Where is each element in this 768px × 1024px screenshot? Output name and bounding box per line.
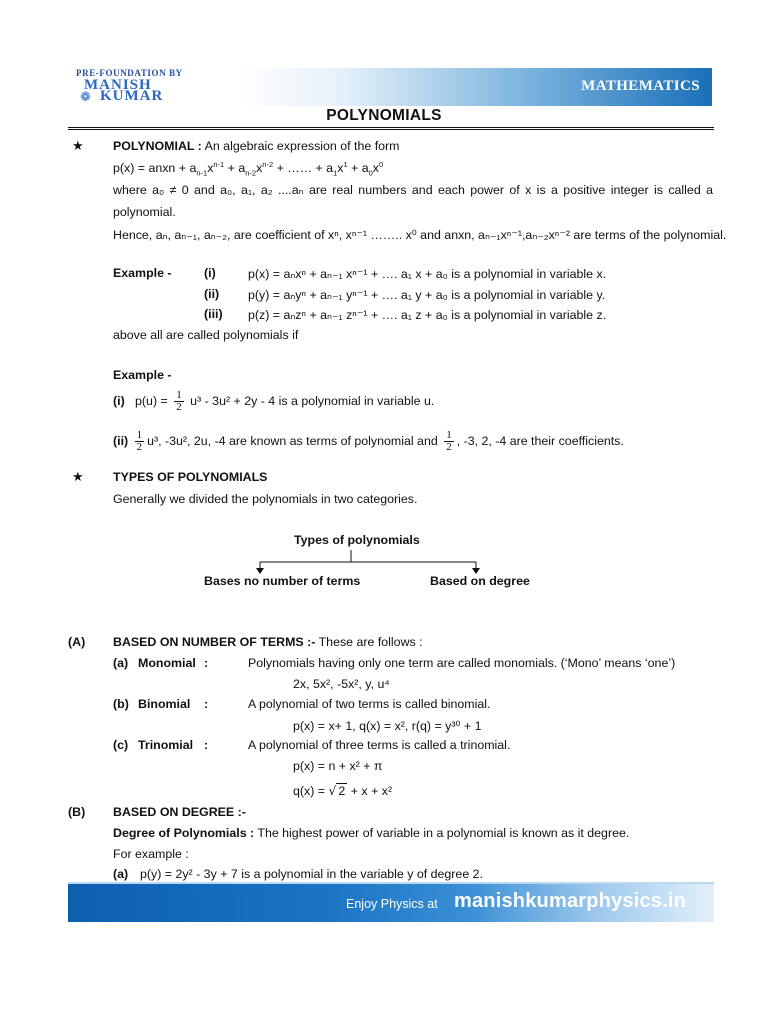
example2-item-2 — [113, 430, 624, 453]
formula-var: x — [372, 161, 379, 175]
star-bullet-icon: ★ — [72, 138, 84, 153]
section-a-heading-line — [113, 635, 423, 649]
example-item-text: p(y) = aₙyⁿ + aₙ₋₁ yⁿ⁻¹ + …. a₁ y + a₀ is a polynomial in variable y. — [248, 288, 606, 302]
tree-root-label: Types of polynomials — [294, 533, 420, 547]
brand-logo — [76, 68, 276, 106]
section-a-marker: (A) — [68, 635, 86, 649]
formula-part: + …… + a — [273, 161, 334, 175]
term-type-example: p(x) = x+ 1, q(x) = x², r(q) = y³⁰ + 1 — [293, 719, 482, 733]
sqrt-radicand: 2 — [338, 784, 346, 798]
fraction-numerator: 1 — [176, 389, 182, 401]
footer-website-link[interactable]: manishkumarphysics.in — [454, 890, 687, 912]
degree-label: Degree of Polynomials : — [113, 826, 255, 840]
term-type-number: (c) — [113, 738, 129, 752]
term-type-number: (b) — [113, 697, 129, 711]
brand-tagline: PRE-FOUNDATION BY — [76, 68, 183, 78]
brand-name-first: MANISH — [84, 77, 152, 93]
definition-where-end: polynomial. — [113, 205, 176, 219]
footer-banner — [68, 882, 714, 922]
fraction — [135, 430, 145, 453]
section-b-heading: BASED ON DEGREE :- — [113, 805, 246, 819]
term-type-colon: : — [204, 738, 209, 752]
definition-intro: An algebraic expression of the form — [204, 139, 400, 153]
degree-text: The highest power of variable in a polynomial is known as it degree. — [257, 826, 630, 840]
formula-var: x — [207, 161, 214, 175]
general-formula — [113, 159, 384, 178]
formula-part: + a — [224, 161, 246, 175]
example-item-number: (ii) — [204, 287, 220, 301]
definition-heading: POLYNOMIAL : — [113, 139, 202, 153]
formula-part: + a — [347, 161, 369, 175]
example-item-text: u³ - 3u² + 2y - 4 is a polynomial in variable u. — [190, 393, 435, 408]
example-item-number: (i) — [204, 266, 216, 280]
page-title: POLYNOMIALS — [326, 107, 442, 124]
formula-exp: n-1 — [213, 159, 225, 169]
definition-where: where a₀ ≠ 0 and a₀, a₁, a₂ ....aₙ are real numbers and each power of x is a positive integer is called a — [113, 183, 713, 197]
fraction-numerator: 1 — [446, 429, 452, 441]
tree-right-label: Based on degree — [430, 574, 530, 588]
types-intro: Generally we divided the polynomials in two categories. — [113, 492, 418, 506]
term-type-name: Binomial — [138, 697, 191, 711]
brand-name-last: KUMAR — [100, 88, 164, 104]
term-type-number: (a) — [113, 656, 129, 670]
formula-sub: n-2 — [245, 168, 257, 178]
term-type-description: Polynomials having only one term are called monomials. (‘Mono’ means ‘one’) — [248, 656, 676, 670]
for-example-label: For example : — [113, 847, 189, 861]
fraction-denominator: 2 — [176, 401, 182, 413]
star-bullet-icon: ★ — [72, 469, 84, 484]
term-type-name: Trinomial — [138, 738, 194, 752]
section-a-heading: BASED ON NUMBER OF TERMS :- — [113, 635, 316, 649]
example-item-text: p(x) = aₙxⁿ + aₙ₋₁ xⁿ⁻¹ + …. a₁ x + a₀ is a polynomial in variable x. — [248, 267, 607, 281]
example2-item-1 — [113, 390, 434, 413]
term-type-description: A polynomial of three terms is called a trinomial. — [248, 738, 511, 752]
formula-exp: n-2 — [262, 159, 274, 169]
formula-exp: 0 — [379, 159, 384, 169]
example-item-text: u³, -3u², 2u, -4 are known as terms of polynomial and — [147, 433, 438, 448]
formula-exp: 1 — [343, 159, 348, 169]
example-text: q(x) = — [293, 784, 326, 798]
example-label: Example - — [113, 266, 172, 280]
example-item-number: (i) — [113, 393, 125, 408]
term-type-colon: : — [204, 656, 209, 670]
fraction-denominator: 2 — [446, 441, 452, 453]
fraction-numerator: 1 — [136, 429, 143, 441]
degree-definition — [113, 826, 629, 840]
term-type-colon: : — [204, 697, 209, 711]
degree-example-number: (a) — [113, 867, 129, 881]
term-type-example: 2x, 5x², -5x², y, u⁴ — [293, 677, 390, 691]
example-item-text: , -3, 2, -4 are their coefficients. — [456, 433, 624, 448]
types-heading: TYPES OF POLYNOMIALS — [113, 470, 268, 484]
fraction — [444, 430, 454, 453]
term-type-name: Monomial — [138, 656, 196, 670]
fraction-denominator: 2 — [136, 441, 143, 453]
example-label: Example - — [113, 368, 172, 382]
sqrt-icon: √ — [328, 783, 337, 798]
footer-prefix: Enjoy Physics at — [346, 897, 438, 911]
example-closing: above all are called polynomials if — [113, 328, 299, 342]
fraction — [174, 390, 184, 413]
example-text: + x + x² — [350, 784, 393, 798]
logo-swirl-icon: ❁ — [80, 89, 91, 104]
tree-left-label: Bases no number of terms — [204, 574, 361, 588]
formula-sub: 0 — [368, 168, 373, 178]
definition-hence: Hence, aₙ, aₙ₋₁, aₙ₋₂, are coefficient of xⁿ, xⁿ⁻¹ …….. x⁰ and anxn, aₙ₋₁xⁿ⁻¹,aₙ₋₂xⁿ⁻² are terms of the polynomial. — [113, 228, 727, 242]
header-banner — [70, 68, 712, 106]
term-type-description: A polynomial of two terms is called binomial. — [248, 697, 491, 711]
degree-example-text: p(y) = 2y² - 3y + 7 is a polynomial in the variable y of degree 2. — [140, 867, 483, 881]
definition-line — [113, 139, 400, 153]
section-a-heading-tail: These are follows : — [318, 635, 423, 649]
term-type-example: p(x) = n + x² + π — [293, 759, 383, 773]
formula-var: x — [256, 161, 263, 175]
example-item-text: p(u) = — [135, 393, 168, 408]
title-divider — [68, 127, 714, 130]
formula-part: p(x) = anxn + a — [113, 161, 197, 175]
trinomial-extra-example — [293, 783, 392, 798]
example-item-number: (iii) — [204, 307, 223, 321]
subject-label: MATHEMATICS — [581, 78, 700, 94]
formula-sub: n-1 — [196, 168, 208, 178]
formula-var: x — [337, 161, 344, 175]
formula-sub: 1 — [333, 168, 338, 178]
section-b-marker: (B) — [68, 805, 86, 819]
example-item-number: (ii) — [113, 433, 129, 448]
types-tree-diagram — [240, 548, 500, 598]
example-item-text: p(z) = aₙzⁿ + aₙ₋₁ zⁿ⁻¹ + …. a₁ z + a₀ is a polynomial in variable z. — [248, 308, 607, 322]
